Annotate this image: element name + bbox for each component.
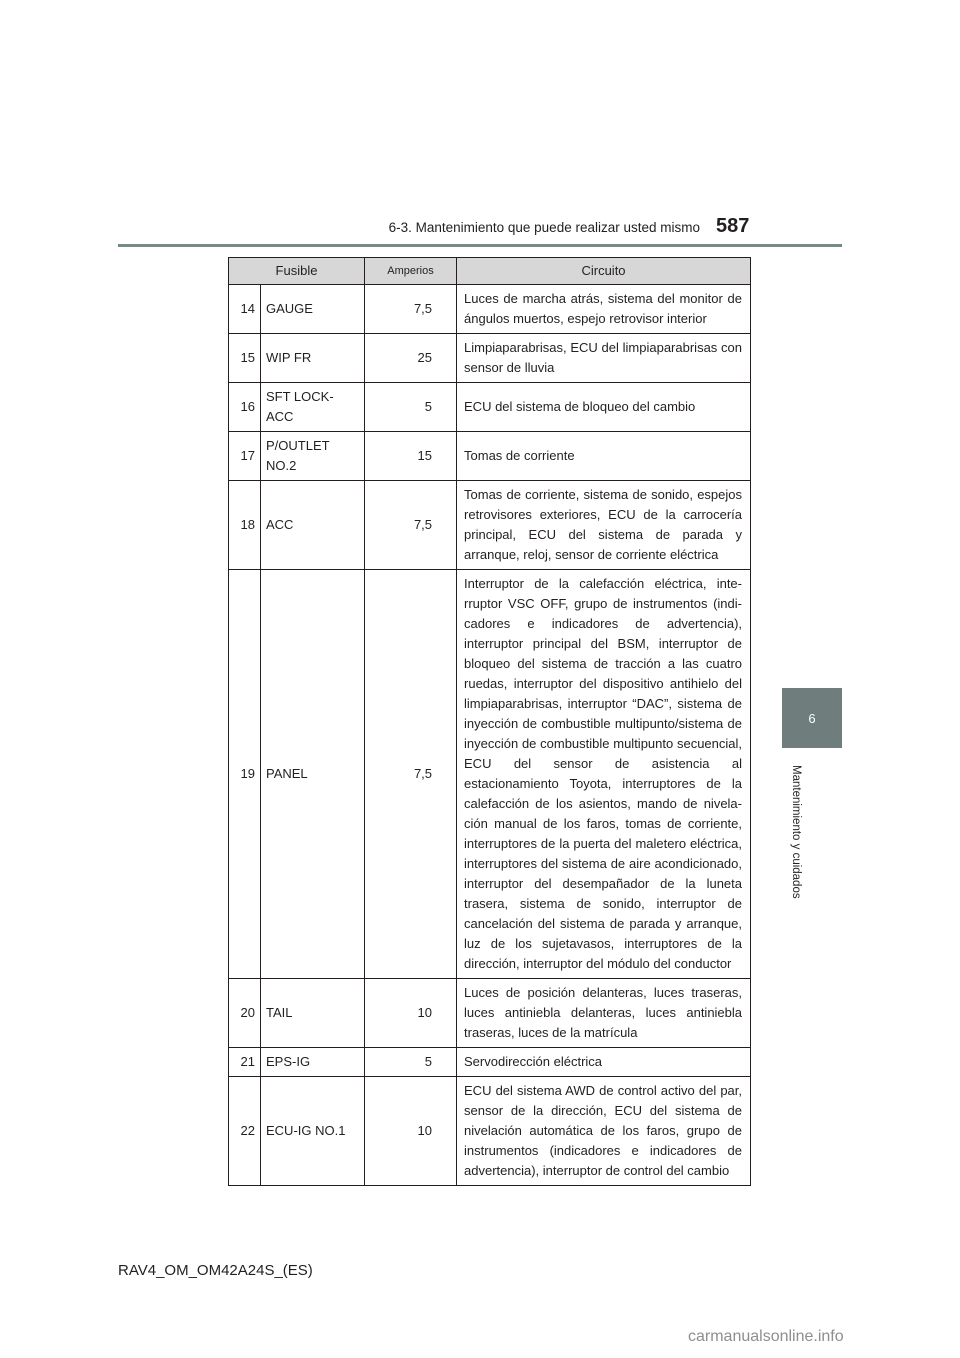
fuse-amperage: 25 <box>365 334 457 383</box>
fuse-name: GAUGE <box>261 285 365 334</box>
fuse-circuit: Interruptor de la calefacción eléctrica, interruptor VSC OFF, grupo de instrumentos (indicadores e indicadores de advertencia), interruptor principal del BSM, interruptor de bloqueo del sistema de tracción a las cuatro ruedas, interruptor del dispositivo antihielo del limpiaparabrisas, interruptor “DAC”, sistema de inyección de combustible multipunto/sistema de inyección de combustible multipunto secuencial, ECU del sensor de asistencia al estacionamiento Toyota, interruptores de la calefacción de los asientos, mando de nivelación manual de los faros, tomas de corriente, interruptores de la puerta del maletero eléctrica, interruptores del sistema de aire acondicionado, interruptor del desempañador de la luneta trasera, sistema de sonido, interruptor de cancelación del sistema de parada y arranque, luz de los sujetavasos, interruptores de la dirección, interruptor del módulo del conductor <box>457 570 751 979</box>
table-row <box>229 1077 751 1186</box>
table-header-row <box>229 258 751 285</box>
chapter-tab[interactable] <box>782 688 842 748</box>
table-row <box>229 481 751 570</box>
page-number: 587 <box>716 215 750 237</box>
fuse-number: 18 <box>229 481 261 570</box>
table-row <box>229 979 751 1048</box>
section-title: 6-3. Mantenimiento que puede realizar usted mismo <box>388 220 700 235</box>
header-amps: Amperios <box>365 258 457 285</box>
fuse-number: 15 <box>229 334 261 383</box>
fuse-amperage: 5 <box>365 1048 457 1077</box>
fuse-number: 22 <box>229 1077 261 1186</box>
fuse-circuit: ECU del sistema AWD de control activo del par, sensor de la dirección, ECU del sistema de nivelación automática de los faros, grupo de instrumentos (indicadores e indicadores de advertencia), interruptor de control del cambio <box>457 1077 751 1186</box>
watermark: carmanualsonline.info <box>688 1328 844 1345</box>
chapter-side-label <box>779 754 813 910</box>
fuse-number: 17 <box>229 432 261 481</box>
fuse-amperage: 10 <box>365 979 457 1048</box>
fuse-name: ACC <box>261 481 365 570</box>
fuse-name: P/OUTLET NO.2 <box>261 432 365 481</box>
fuse-name: EPS-IG <box>261 1048 365 1077</box>
header-circuit: Circuito <box>457 258 751 285</box>
fuse-name: SFT LOCK-ACC <box>261 383 365 432</box>
table-row <box>229 1048 751 1077</box>
fuse-number: 14 <box>229 285 261 334</box>
fuse-amperage: 5 <box>365 383 457 432</box>
fuse-table <box>228 257 751 1186</box>
table-row <box>229 570 751 979</box>
fuse-number: 19 <box>229 570 261 979</box>
table-row <box>229 285 751 334</box>
fuse-circuit: Servodirección eléctrica <box>457 1048 751 1077</box>
fuse-amperage: 7,5 <box>365 481 457 570</box>
chapter-number: 6 <box>808 710 816 726</box>
document-code: RAV4_OM_OM42A24S_(ES) <box>118 1262 313 1279</box>
fuse-name: PANEL <box>261 570 365 979</box>
fuse-number: 20 <box>229 979 261 1048</box>
fuse-amperage: 7,5 <box>365 570 457 979</box>
fuse-number: 21 <box>229 1048 261 1077</box>
fuse-name: WIP FR <box>261 334 365 383</box>
fuse-name: ECU-IG NO.1 <box>261 1077 365 1186</box>
fuse-number: 16 <box>229 383 261 432</box>
table-row <box>229 334 751 383</box>
fuse-name: TAIL <box>261 979 365 1048</box>
fuse-circuit: Limpiaparabrisas, ECU del limpiaparabrisas con sensor de lluvia <box>457 334 751 383</box>
fuse-amperage: 7,5 <box>365 285 457 334</box>
chapter-title: Mantenimiento y cuidados <box>790 765 802 899</box>
fuse-amperage: 10 <box>365 1077 457 1186</box>
fuse-circuit: Luces de posición delanteras, luces traseras, luces antiniebla delanteras, luces antiniebla traseras, luces de la matrícula <box>457 979 751 1048</box>
table-row <box>229 432 751 481</box>
header-fuse: Fusible <box>229 258 365 285</box>
header-divider <box>118 244 842 247</box>
fuse-circuit: Luces de marcha atrás, sistema del monitor de ángulos muertos, espejo retrovisor interior <box>457 285 751 334</box>
fuse-circuit: ECU del sistema de bloqueo del cambio <box>457 383 751 432</box>
fuse-circuit: Tomas de corriente, sistema de sonido, espejos retrovisores exteriores, ECU de la carrocería principal, ECU del sistema de parada y arranque, reloj, sensor de corriente eléctrica <box>457 481 751 570</box>
table-body <box>229 285 751 1186</box>
fuse-circuit: Tomas de corriente <box>457 432 751 481</box>
table-row <box>229 383 751 432</box>
fuse-amperage: 15 <box>365 432 457 481</box>
